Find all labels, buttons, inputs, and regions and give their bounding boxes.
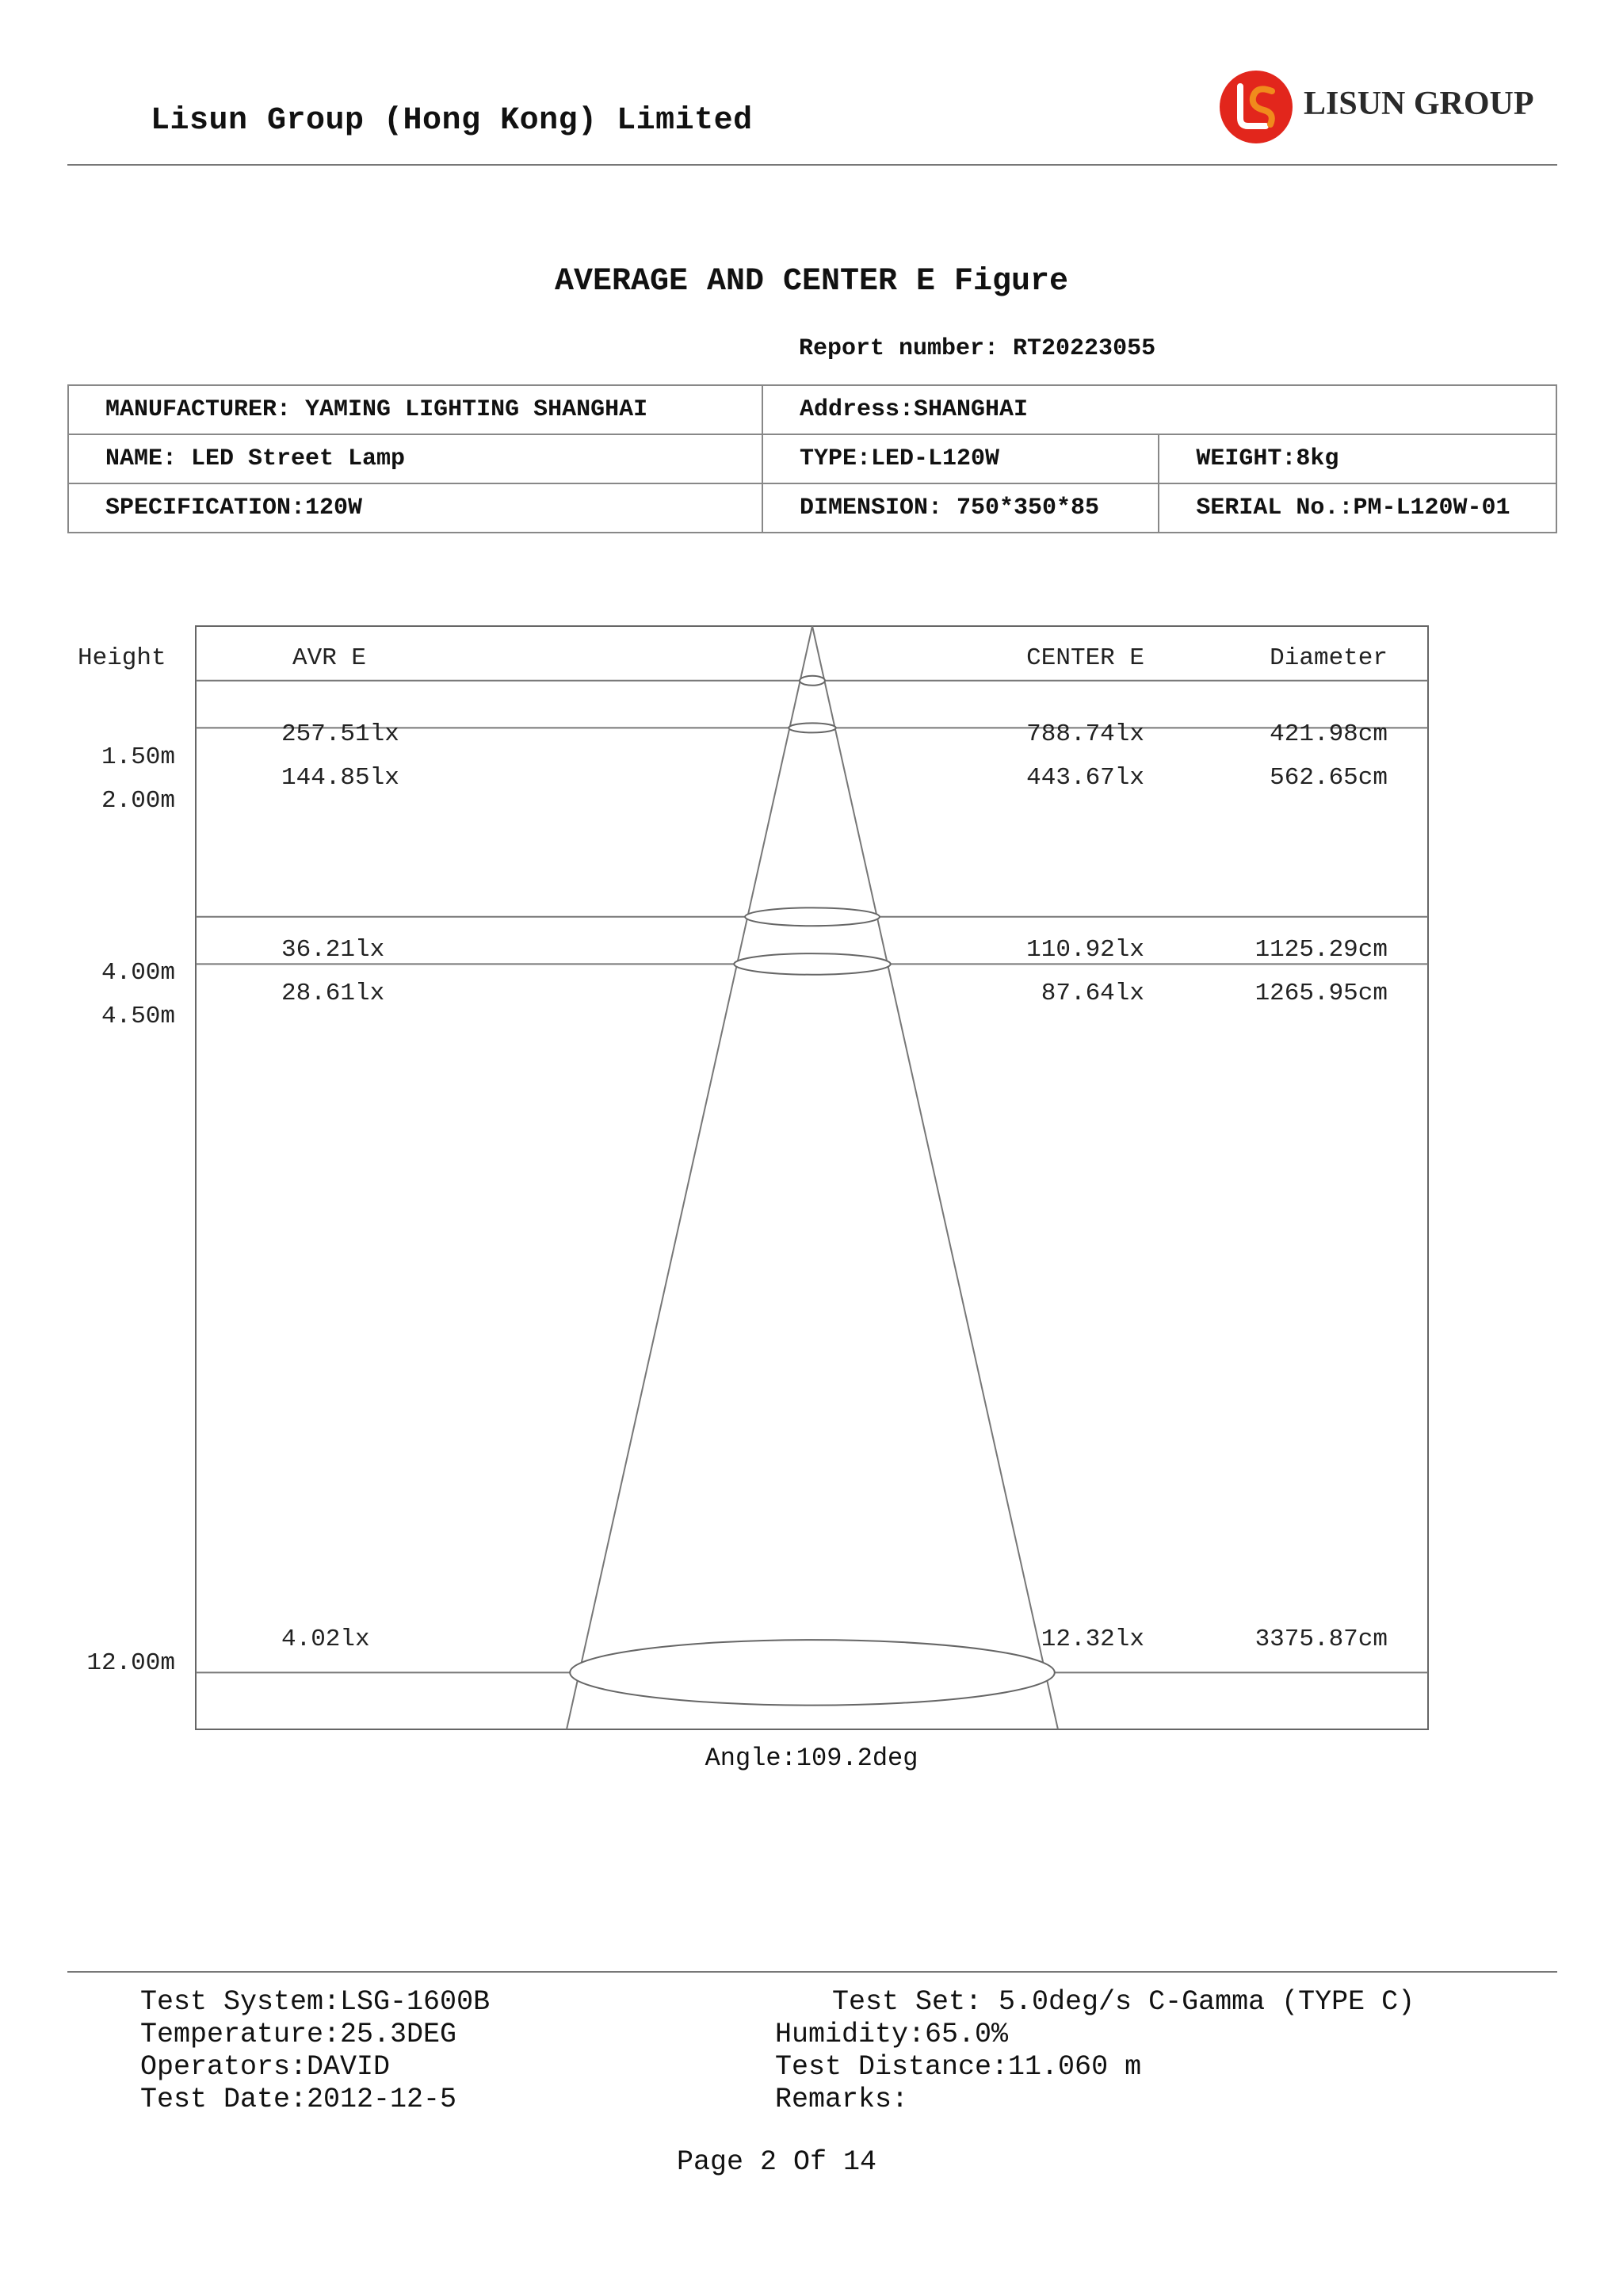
illumination-ellipse: [570, 1640, 1055, 1706]
specification-cell: SPECIFICATION:120W: [68, 483, 762, 533]
avr-e-value: 4.02lx: [281, 1626, 370, 1653]
height-column-header: Height: [78, 644, 166, 672]
illumination-ellipse: [745, 907, 880, 926]
diameter-value: 562.65cm: [1270, 764, 1388, 792]
temperature: Temperature:25.3DEG: [140, 2019, 457, 2050]
illumination-ellipse: [800, 676, 825, 686]
avr-e-value: 36.21lx: [281, 936, 385, 964]
cone-left-edge: [567, 626, 812, 1729]
page-number: Page 2 Of 14: [676, 2146, 877, 2178]
test-system: Test System:LSG-1600B: [140, 1986, 491, 2018]
center-e-value: 110.92lx: [1026, 936, 1144, 964]
footer-divider: [67, 1971, 1557, 1973]
illumination-ellipse: [789, 723, 835, 732]
diameter-column-header: Diameter: [1270, 644, 1388, 672]
beam-angle: Angle:109.2deg: [705, 1744, 918, 1773]
diameter-value: 1125.29cm: [1254, 936, 1388, 964]
diameter-value: 3375.87cm: [1254, 1626, 1388, 1653]
test-date: Test Date:2012-12-5: [140, 2084, 457, 2115]
type-cell: TYPE:LED-L120W: [762, 434, 1159, 483]
center-e-value: 12.32lx: [1041, 1626, 1144, 1653]
manufacturer-cell: MANUFACTURER: YAMING LIGHTING SHANGHAI: [68, 385, 762, 434]
height-label: 1.50m: [101, 743, 175, 771]
test-set: Test Set: 5.0deg/s C-Gamma (TYPE C): [832, 1986, 1415, 2018]
report-number: Report number: RT20223055: [799, 335, 1156, 362]
avr-e-column-header: AVR E: [292, 644, 367, 672]
operators: Operators:DAVID: [140, 2051, 391, 2083]
serial-cell: SERIAL No.:PM-L120W-01: [1159, 483, 1556, 533]
center-e-value: 788.74lx: [1026, 720, 1144, 748]
diameter-value: 421.98cm: [1270, 720, 1388, 748]
test-info-right: [775, 1986, 1415, 2116]
avr-e-value: 144.85lx: [281, 764, 399, 792]
test-info-left: [140, 1986, 490, 2116]
height-label: 12.00m: [86, 1649, 175, 1677]
diameter-value: 1265.95cm: [1254, 980, 1388, 1007]
page-title: AVERAGE AND CENTER E Figure: [554, 264, 1069, 300]
center-e-value: 87.64lx: [1041, 980, 1144, 1007]
height-label: 2.00m: [101, 787, 175, 815]
test-distance: Test Distance:11.060 m: [775, 2051, 1142, 2083]
height-label: 4.50m: [101, 1003, 175, 1030]
weight-cell: WEIGHT:8kg: [1159, 434, 1556, 483]
center-e-value: 443.67lx: [1026, 764, 1144, 792]
cone-right-edge: [812, 626, 1058, 1729]
center-e-column-header: CENTER E: [1026, 644, 1144, 672]
illumination-ellipse: [734, 953, 891, 975]
company-name: Lisun Group (Hong Kong) Limited: [151, 103, 753, 139]
avr-e-value: 28.61lx: [281, 980, 385, 1007]
address-cell: Address:SHANGHAI: [762, 385, 1556, 434]
dimension-cell: DIMENSION: 750*350*85: [762, 483, 1159, 533]
diagram-rows: [196, 676, 1428, 1706]
name-cell: NAME: LED Street Lamp: [68, 434, 762, 483]
avr-e-value: 257.51lx: [281, 720, 399, 748]
logo-text: LISUN GROUP: [1304, 86, 1534, 122]
remarks: Remarks:: [775, 2084, 909, 2115]
height-label: 4.00m: [101, 959, 175, 987]
humidity: Humidity:65.0%: [775, 2019, 1009, 2050]
